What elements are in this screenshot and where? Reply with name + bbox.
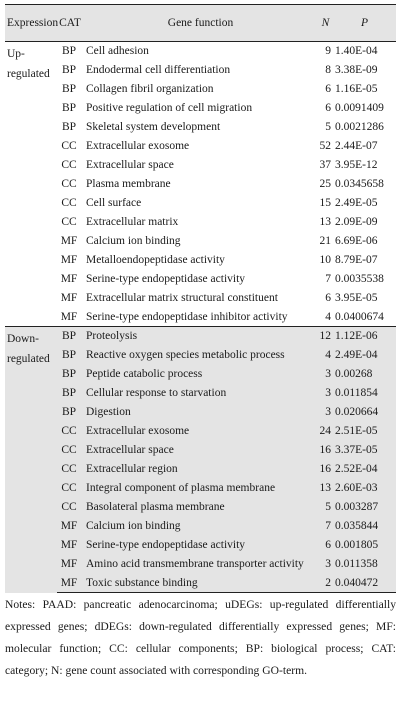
table-row: [5, 137, 396, 156]
go-enrichment-table: [5, 4, 396, 593]
p-value-cell: 3.95E-12: [335, 159, 378, 171]
gene-count-cell: 3: [325, 368, 331, 380]
category-cell: MF: [60, 235, 78, 247]
gene-count-cell: 15: [319, 197, 331, 209]
p-value-cell: 0.0091409: [335, 102, 384, 114]
category-cell: BP: [61, 45, 77, 58]
category-cell: CC: [61, 425, 77, 437]
gene-function-cell: Serine-type endopeptidase activity: [86, 539, 246, 551]
p-value-cell: 0.003287: [335, 501, 379, 513]
header-gene-function: Gene function: [167, 17, 234, 29]
gene-function-cell: Calcium ion binding: [86, 520, 181, 532]
header-n: N: [321, 17, 330, 29]
gene-count-cell: 21: [319, 235, 331, 247]
gene-count-cell: 5: [325, 501, 331, 513]
category-cell: CC: [61, 159, 77, 171]
category-cell: MF: [57, 574, 83, 593]
gene-function-cell: Skeletal system development: [86, 121, 221, 133]
down-regulated-expression-label: Down-regulated: [5, 327, 57, 593]
table-row: [5, 308, 396, 327]
gene-function-cell: Amino acid transmembrane transporter activity: [86, 558, 304, 570]
gene-count-cell: 2: [318, 574, 333, 593]
gene-count-cell: 10: [319, 254, 331, 266]
category-cell: BP: [61, 83, 77, 95]
gene-count-cell: 24: [319, 425, 331, 437]
p-value-cell: 0.040472: [333, 574, 396, 593]
p-value-cell: 2.60E-03: [335, 482, 378, 494]
up-regulated-section: [5, 42, 396, 327]
category-cell: MF: [60, 520, 78, 532]
gene-function-cell: Extracellular exosome: [86, 140, 190, 152]
table-row: [5, 441, 396, 460]
gene-function-cell: Collagen fibril organization: [86, 83, 214, 95]
table-row: [5, 384, 396, 403]
gene-count-cell: 16: [319, 463, 331, 475]
category-cell: BP: [61, 349, 77, 361]
category-cell: BP: [61, 64, 77, 76]
gene-count-cell: 4: [325, 310, 331, 323]
gene-function-cell: Extracellular matrix: [86, 216, 179, 228]
up-regulated-expression-label: Up-regulated: [7, 48, 50, 80]
category-cell: CC: [61, 216, 77, 228]
category-cell: CC: [61, 501, 77, 513]
category-cell: CC: [61, 444, 77, 456]
header-cat: CAT: [59, 17, 81, 29]
gene-count-cell: 6: [325, 102, 331, 114]
gene-count-cell: 7: [325, 273, 331, 285]
gene-function-cell: Peptide catabolic process: [86, 368, 203, 380]
p-value-cell: 2.49E-04: [335, 349, 378, 361]
table-row: [5, 403, 396, 422]
table-row: [5, 213, 396, 232]
p-value-cell: 0.0400674: [335, 310, 384, 323]
p-value-cell: 3.95E-05: [335, 292, 378, 304]
p-value-cell: 2.49E-05: [335, 197, 378, 209]
gene-function-cell: Plasma membrane: [86, 178, 171, 190]
header-expression: Expression: [7, 17, 59, 29]
gene-function-cell: Metalloendopeptidase activity: [86, 254, 225, 266]
gene-count-cell: 16: [319, 444, 331, 456]
p-value-cell: 0.020664: [335, 406, 379, 418]
down-regulated-section: [5, 327, 396, 593]
table-row: [5, 99, 396, 118]
gene-function-cell: Calcium ion binding: [86, 235, 181, 247]
table-row: [5, 175, 396, 194]
category-cell: MF: [60, 539, 78, 551]
category-cell: BP: [61, 387, 77, 399]
gene-function-cell: Cell surface: [86, 197, 142, 209]
gene-count-cell: 9: [325, 45, 331, 58]
category-cell: CC: [61, 463, 77, 475]
category-cell: BP: [61, 102, 77, 114]
p-value-cell: 0.0035538: [335, 273, 384, 285]
table-row: [5, 251, 396, 270]
table-row: [5, 194, 396, 213]
table-row: [5, 232, 396, 251]
gene-function-cell: Proteolysis: [83, 327, 318, 346]
table-header: [5, 5, 396, 42]
gene-function-cell: Positive regulation of cell migration: [86, 102, 253, 114]
table-row: [5, 270, 396, 289]
p-value-cell: 3.37E-05: [335, 444, 378, 456]
table-row: [5, 365, 396, 384]
p-value-cell: 2.44E-07: [335, 140, 378, 152]
p-value-cell: 3.38E-09: [335, 64, 378, 76]
gene-function-cell: Extracellular space: [86, 159, 174, 171]
category-cell: MF: [60, 310, 78, 323]
p-value-cell: 0.011854: [335, 387, 378, 399]
gene-function-cell: Cellular response to starvation: [86, 387, 227, 399]
table-row: [5, 42, 396, 61]
p-value-cell: 0.0021286: [335, 121, 384, 133]
table-row: [5, 327, 396, 346]
table-row: [5, 460, 396, 479]
table-row: [5, 156, 396, 175]
p-value-cell: 0.0345658: [335, 178, 384, 190]
table-row: [5, 574, 396, 593]
category-cell: MF: [60, 292, 78, 304]
category-cell: BP: [57, 327, 83, 346]
category-cell: MF: [60, 273, 78, 285]
gene-count-cell: 37: [319, 159, 331, 171]
gene-count-cell: 3: [325, 406, 331, 418]
table-row: [5, 118, 396, 137]
category-cell: CC: [61, 197, 77, 209]
gene-count-cell: 3: [325, 387, 331, 399]
table-row: [5, 422, 396, 441]
gene-function-cell: Extracellular space: [86, 444, 174, 456]
p-value-cell: 2.09E-09: [335, 216, 378, 228]
gene-count-cell: 25: [319, 178, 331, 190]
table-row: [5, 80, 396, 99]
category-cell: CC: [61, 140, 77, 152]
gene-function-cell: Endodermal cell differentiation: [86, 64, 231, 76]
gene-function-cell: Serine-type endopeptidase activity: [86, 273, 246, 285]
category-cell: BP: [61, 406, 77, 418]
category-cell: CC: [61, 178, 77, 190]
p-value-cell: 2.51E-05: [335, 425, 378, 437]
gene-count-cell: 6: [325, 83, 331, 95]
table-row: [5, 479, 396, 498]
gene-count-cell: 5: [325, 121, 331, 133]
gene-function-cell: Reactive oxygen species metabolic process: [86, 349, 285, 361]
category-cell: BP: [61, 121, 77, 133]
gene-function-cell: Cell adhesion: [86, 45, 149, 58]
gene-count-cell: 7: [325, 520, 331, 532]
header-row: [5, 5, 396, 42]
p-value-cell: 0.011358: [335, 558, 378, 570]
category-cell: MF: [60, 254, 78, 266]
gene-count-cell: 13: [319, 216, 331, 228]
table-row: [5, 498, 396, 517]
gene-count-cell: 52: [319, 140, 331, 152]
table-notes: Notes: PAAD: pancreatic adenocarcinoma; uDEGs: up-regulated differentially expressed genes; dDEGs: down-regulated differentially expressed genes; MF: molecular function; CC: cellular components; BP: biological process; CAT: category; N: gene count associated with corresponding GO-term.: [5, 598, 396, 677]
gene-function-cell: Basolateral plasma membrane: [86, 501, 225, 513]
table-row: [5, 555, 396, 574]
gene-function-cell: Digestion: [86, 406, 131, 418]
p-value-cell: 1.16E-05: [335, 83, 378, 95]
p-value-cell: 6.69E-06: [335, 235, 378, 247]
p-value-cell: 1.40E-04: [335, 45, 378, 58]
table-row: [5, 346, 396, 365]
category-cell: BP: [61, 368, 77, 380]
gene-count-cell: 6: [325, 539, 331, 551]
gene-count-cell: 13: [319, 482, 331, 494]
gene-count-cell: 4: [325, 349, 331, 361]
header-p: P: [360, 17, 369, 29]
gene-count-cell: 6: [325, 292, 331, 304]
p-value-cell: 0.035844: [335, 520, 379, 532]
gene-count-cell: 3: [325, 558, 331, 570]
p-value-cell: 0.001805: [335, 539, 379, 551]
category-cell: CC: [61, 482, 77, 494]
p-value-cell: 1.12E-06: [333, 327, 396, 346]
gene-function-cell: Extracellular matrix structural constituent: [86, 292, 278, 304]
go-enrichment-table-container: [5, 4, 396, 593]
gene-function-cell: Integral component of plasma membrane: [86, 482, 276, 494]
gene-function-cell: Extracellular exosome: [86, 425, 190, 437]
gene-function-cell: Extracellular region: [86, 463, 178, 475]
p-value-cell: 8.79E-07: [335, 254, 378, 266]
p-value-cell: 0.00268: [335, 368, 373, 380]
gene-count-cell: 8: [325, 64, 331, 76]
gene-function-cell: Serine-type endopeptidase inhibitor activity: [86, 310, 288, 323]
table-row: [5, 61, 396, 80]
gene-count-cell: 12: [318, 327, 333, 346]
p-value-cell: 2.52E-04: [335, 463, 378, 475]
table-row: [5, 289, 396, 308]
gene-function-cell: Toxic substance binding: [83, 574, 318, 593]
table-row: [5, 536, 396, 555]
category-cell: MF: [60, 558, 78, 570]
table-row: [5, 517, 396, 536]
